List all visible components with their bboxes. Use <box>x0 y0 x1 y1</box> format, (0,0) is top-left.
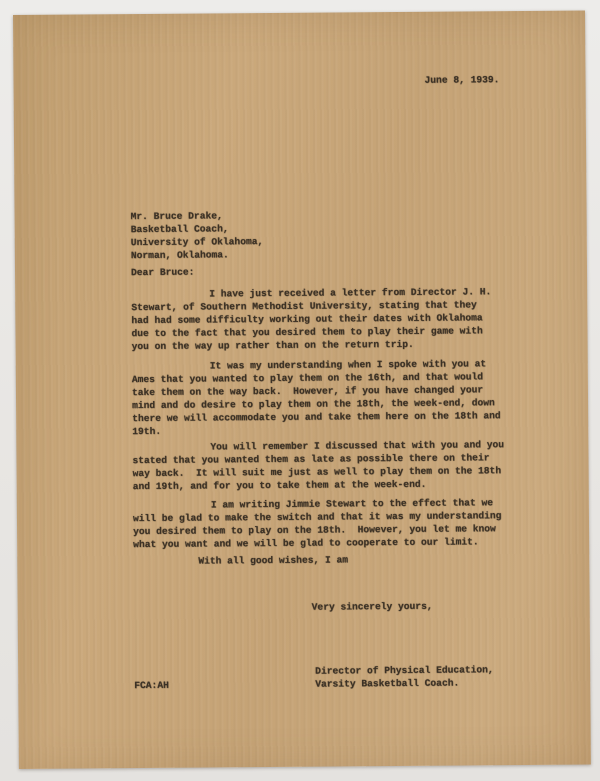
typist-initials: FCA:AH <box>134 679 169 692</box>
letter-date: June 8, 1939. <box>424 74 500 86</box>
body-paragraph-2: It was my understanding when I spoke with you at Ames that you wanted to play them on the 16th, and that would take them on the way back. However, if you have changed your mind and do desire to play them on the 18th, the week-end, down there we will accommodate you and take them here on the 18th and 19th. <box>131 358 501 438</box>
salutation: Dear Bruce: <box>130 266 195 279</box>
signature-title-block: Director of Physical Education, Varsity Basketball Coach. <box>315 664 494 690</box>
recipient-address-block: Mr. Bruce Drake, Basketball Coach, University of Oklahoma, Norman, Oklahoma. <box>130 210 264 262</box>
letter-page <box>13 11 591 769</box>
complimentary-close: Very sincerely yours, <box>311 600 433 613</box>
pre-closing-line: With all good wishes, I am <box>198 554 349 567</box>
body-paragraph-3: You will remember I discussed that with you and you stated that you wanted them as late as possible there on their way back. It will suit me just as well to play them on the 18th and 19th, and for you to take them at the week-end. <box>132 439 505 493</box>
body-paragraph-4: I am writing Jimmie Stewart to the effect that we will be glad to make the switch and that it was my understanding you desired them to play on the 18th. However, you let me know what you want and we will be glad to cooperate to our limit. <box>132 497 502 551</box>
body-paragraph-1: I have just received a letter from Director J. H. Stewart, of Southern Methodist University, stating that they had had some difficulty working out their dates with Oklahoma due to the fact that you desired them to play their game with you on the way up rather than on the return trip. <box>131 286 492 353</box>
